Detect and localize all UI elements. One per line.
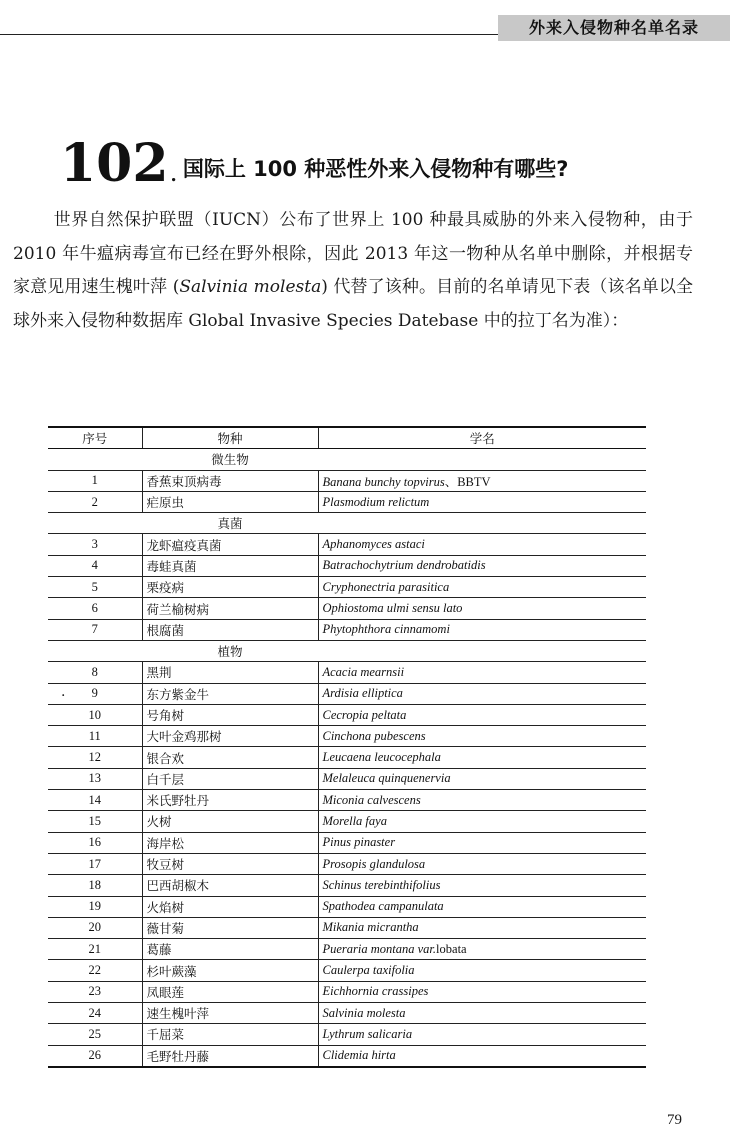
scientific-name: Spathodea campanulata xyxy=(322,899,444,914)
scientific-name-cell xyxy=(318,598,646,619)
table-row xyxy=(48,747,646,768)
scientific-name-suffix: lobata xyxy=(436,941,467,956)
row-number: 22 xyxy=(48,960,142,981)
row-number: 13 xyxy=(48,768,142,789)
scientific-name: Salvinia molesta xyxy=(322,1005,406,1020)
row-number: 6 xyxy=(48,598,142,619)
species-name: 凤眼莲 xyxy=(142,981,318,1002)
scientific-name-cell xyxy=(318,470,646,491)
column-header-scientific-name: 学名 xyxy=(318,427,646,449)
column-header-species: 物种 xyxy=(142,427,318,449)
species-name: 根腐菌 xyxy=(142,619,318,640)
species-name: 杉叶蕨藻 xyxy=(142,960,318,981)
scientific-name: Lythrum salicaria xyxy=(322,1026,413,1041)
row-number: 24 xyxy=(48,1003,142,1024)
category-label: 植物 xyxy=(142,640,318,661)
scientific-name: Pueraria montana var. xyxy=(322,941,437,956)
scientific-name-cell xyxy=(318,832,646,853)
table-row xyxy=(48,704,646,725)
scientific-name: Clidemia hirta xyxy=(322,1048,396,1063)
species-name: 龙虾瘟疫真菌 xyxy=(142,534,318,555)
scientific-name: Prosopis glandulosa xyxy=(322,856,426,871)
species-name: 号角树 xyxy=(142,704,318,725)
scientific-name: Mikania micrantha xyxy=(322,920,419,935)
scientific-name: Banana bunchy topvirus xyxy=(322,474,445,489)
scientific-name-cell xyxy=(318,555,646,576)
scientific-name: Melaleuca quinquenervia xyxy=(322,771,451,786)
species-name: 速生槐叶萍 xyxy=(142,1003,318,1024)
header-rule xyxy=(0,34,500,35)
table-row xyxy=(48,939,646,960)
row-number: 2 xyxy=(48,491,142,512)
scientific-name: Cecropia peltata xyxy=(322,707,407,722)
intro-text-part1: 世界自然保护联盟（IUCN）公布了世界上 100 种最具威胁的外来入侵物种，由于 2010 年牛瘟病毒宣布已经在野外根除，因此 2013 年这一物种从名单中删除，并根据专家意见用速生槐叶萍 ( xyxy=(13,210,693,297)
species-name: 荷兰榆树病 xyxy=(142,598,318,619)
table-row xyxy=(48,683,646,704)
intro-latin-name: Salvinia molesta xyxy=(179,277,322,297)
species-name: 大叶金鸡那树 xyxy=(142,726,318,747)
table-row xyxy=(48,896,646,917)
species-name: 香蕉束顶病毒 xyxy=(142,470,318,491)
scientific-name-cell xyxy=(318,1045,646,1067)
margin-dot-mark: · xyxy=(61,688,66,704)
table-row xyxy=(48,917,646,938)
intro-paragraph xyxy=(13,204,693,338)
row-number: 20 xyxy=(48,917,142,938)
species-name: 疟原虫 xyxy=(142,491,318,512)
scientific-name: Morella faya xyxy=(322,813,387,828)
table-row xyxy=(48,790,646,811)
scientific-name: Pinus pinaster xyxy=(322,835,396,850)
row-number: 25 xyxy=(48,1024,142,1045)
scientific-name-cell xyxy=(318,768,646,789)
species-name: 巴西胡椒木 xyxy=(142,875,318,896)
row-number: 9 xyxy=(48,683,142,704)
row-number: 16 xyxy=(48,832,142,853)
scientific-name: Schinus terebinthifolius xyxy=(322,877,441,892)
scientific-name-cell xyxy=(318,662,646,683)
column-header-number: 序号 xyxy=(48,427,142,449)
table-row xyxy=(48,981,646,1002)
scientific-name-cell xyxy=(318,619,646,640)
row-number: 10 xyxy=(48,704,142,725)
row-number: 11 xyxy=(48,726,142,747)
scientific-name: Ophiostoma ulmi sensu lato xyxy=(322,601,463,616)
table-row xyxy=(48,534,646,555)
species-name: 黑荆 xyxy=(142,662,318,683)
row-number: 17 xyxy=(48,853,142,874)
table-body xyxy=(48,449,646,1067)
table-row xyxy=(48,1003,646,1024)
species-name: 毒蛙真菌 xyxy=(142,555,318,576)
scientific-name: Aphanomyces astaci xyxy=(322,537,425,552)
row-number: 19 xyxy=(48,896,142,917)
table-row xyxy=(48,1024,646,1045)
table-row xyxy=(48,875,646,896)
species-name: 火树 xyxy=(142,811,318,832)
scientific-name-cell xyxy=(318,917,646,938)
species-name: 东方紫金牛 xyxy=(142,683,318,704)
scientific-name-cell xyxy=(318,1024,646,1045)
scientific-name: Phytophthora cinnamomi xyxy=(322,622,450,637)
table-row xyxy=(48,832,646,853)
scientific-name: Cinchona pubescens xyxy=(322,728,426,743)
scientific-name-cell xyxy=(318,747,646,768)
scientific-name: Plasmodium relictum xyxy=(322,494,430,509)
scientific-name-cell xyxy=(318,704,646,725)
scientific-name: Miconia calvescens xyxy=(322,792,421,807)
scientific-name-cell xyxy=(318,981,646,1002)
row-number: 1 xyxy=(48,470,142,491)
category-row xyxy=(48,640,646,661)
species-name: 薇甘菊 xyxy=(142,917,318,938)
scientific-name-cell xyxy=(318,853,646,874)
species-name: 海岸松 xyxy=(142,832,318,853)
scientific-name: Ardisia elliptica xyxy=(322,686,403,701)
species-name: 葛藤 xyxy=(142,939,318,960)
table-row xyxy=(48,853,646,874)
species-name: 千屈菜 xyxy=(142,1024,318,1045)
row-number: 5 xyxy=(48,577,142,598)
row-number: 8 xyxy=(48,662,142,683)
table-row xyxy=(48,811,646,832)
category-row xyxy=(48,513,646,534)
scientific-name: Batrachochytrium dendrobatidis xyxy=(322,558,486,573)
table-row xyxy=(48,960,646,981)
row-number: 12 xyxy=(48,747,142,768)
question-number: 102 xyxy=(60,133,169,194)
species-name: 米氏野牡丹 xyxy=(142,790,318,811)
row-number: 3 xyxy=(48,534,142,555)
scientific-name-cell xyxy=(318,790,646,811)
running-header-section-title: 外来入侵物种名单名录 xyxy=(498,15,730,41)
row-number: 14 xyxy=(48,790,142,811)
table-row xyxy=(48,491,646,512)
table-row xyxy=(48,555,646,576)
scientific-name-cell xyxy=(318,960,646,981)
row-number: 4 xyxy=(48,555,142,576)
heading-dot: . xyxy=(170,165,177,186)
question-heading xyxy=(60,128,568,192)
scientific-name: Leucaena leucocephala xyxy=(322,750,441,765)
table-row xyxy=(48,598,646,619)
scientific-name-cell xyxy=(318,811,646,832)
scientific-name-cell xyxy=(318,939,646,960)
scientific-name: Cryphonectria parasitica xyxy=(322,579,450,594)
row-number: 7 xyxy=(48,619,142,640)
intro-text-part2: ) 代替了该种。目前的名单请见下表（该名单以全球外来入侵物种数据库 Global Invasive Species Datebase 中的拉丁名为准）： xyxy=(13,277,693,331)
category-label: 微生物 xyxy=(142,449,318,470)
table-row xyxy=(48,1045,646,1067)
species-name: 栗疫病 xyxy=(142,577,318,598)
page-number: 79 xyxy=(667,1112,682,1128)
table-row xyxy=(48,470,646,491)
table-row xyxy=(48,577,646,598)
species-name: 毛野牡丹藤 xyxy=(142,1045,318,1067)
row-number: 18 xyxy=(48,875,142,896)
species-name: 牧豆树 xyxy=(142,853,318,874)
species-name: 银合欢 xyxy=(142,747,318,768)
scientific-name-cell xyxy=(318,1003,646,1024)
table-header-row xyxy=(48,427,646,449)
scientific-name-cell xyxy=(318,491,646,512)
species-name: 火焰树 xyxy=(142,896,318,917)
scientific-name-cell xyxy=(318,577,646,598)
table-row xyxy=(48,768,646,789)
row-number: 26 xyxy=(48,1045,142,1067)
scientific-name: Acacia mearnsii xyxy=(322,664,405,679)
scientific-name: Eichhornia crassipes xyxy=(322,984,429,999)
row-number: 21 xyxy=(48,939,142,960)
species-name: 白千层 xyxy=(142,768,318,789)
row-number: 23 xyxy=(48,981,142,1002)
row-number: 15 xyxy=(48,811,142,832)
table-row xyxy=(48,662,646,683)
scientific-name-cell xyxy=(318,896,646,917)
scientific-name-suffix: 、BBTV xyxy=(444,474,491,489)
scientific-name: Caulerpa taxifolia xyxy=(322,963,415,978)
category-row xyxy=(48,449,646,470)
scientific-name-cell xyxy=(318,726,646,747)
category-label: 真菌 xyxy=(142,513,318,534)
scientific-name-cell xyxy=(318,875,646,896)
table-row xyxy=(48,726,646,747)
scientific-name-cell xyxy=(318,534,646,555)
question-title: 国际上 100 种恶性外来入侵物种有哪些? xyxy=(182,157,569,181)
scientific-name-cell xyxy=(318,683,646,704)
table-row xyxy=(48,619,646,640)
invasive-species-table xyxy=(48,426,646,1068)
